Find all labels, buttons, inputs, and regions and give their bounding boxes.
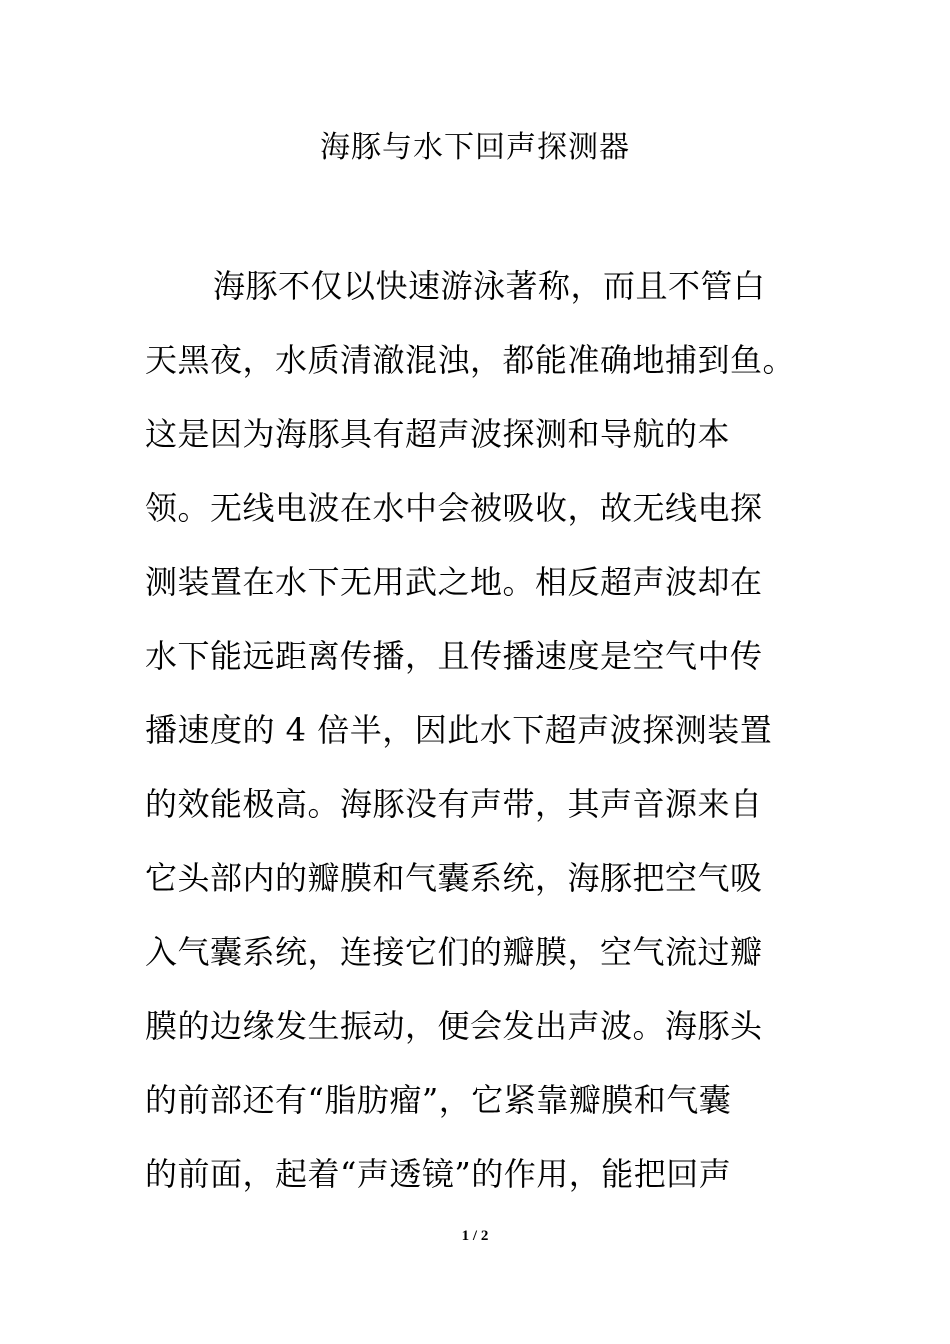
document-body <box>145 260 825 1222</box>
page-number: 1 / 2 <box>461 1228 489 1244</box>
body-line: 领。无线电波在水中会被吸收，故无线电探 <box>145 489 763 527</box>
body-line: 的前面，起着“声透镜”的作用，能把回声 <box>145 1155 732 1193</box>
body-line: 膜的边缘发生振动，便会发出声波。海豚头 <box>145 1007 763 1045</box>
body-line: 天黑夜，水质清澈混浊，都能准确地捕到鱼。 <box>145 341 796 379</box>
body-line: 水下能远距离传播，且传播速度是空气中传 <box>145 637 763 675</box>
body-line: 海豚不仅以快速游泳著称，而且不管白 <box>213 267 766 305</box>
body-line: 测装置在水下无用武之地。相反超声波却在 <box>145 563 763 601</box>
document-title: 海豚与水下回声探测器 <box>320 130 630 165</box>
body-line: 入气囊系统，连接它们的瓣膜，空气流过瓣 <box>145 933 763 971</box>
body-line: 播速度的 4 倍半，因此水下超声波探测装置 <box>145 711 773 749</box>
body-line: 它头部内的瓣膜和气囊系统，海豚把空气吸 <box>145 859 763 897</box>
body-line: 这是因为海豚具有超声波探测和导航的本 <box>145 415 731 453</box>
body-line: 的前部还有“脂肪瘤”，它紧靠瓣膜和气囊 <box>145 1081 732 1119</box>
body-line: 的效能极高。海豚没有声带，其声音源来自 <box>145 785 763 823</box>
